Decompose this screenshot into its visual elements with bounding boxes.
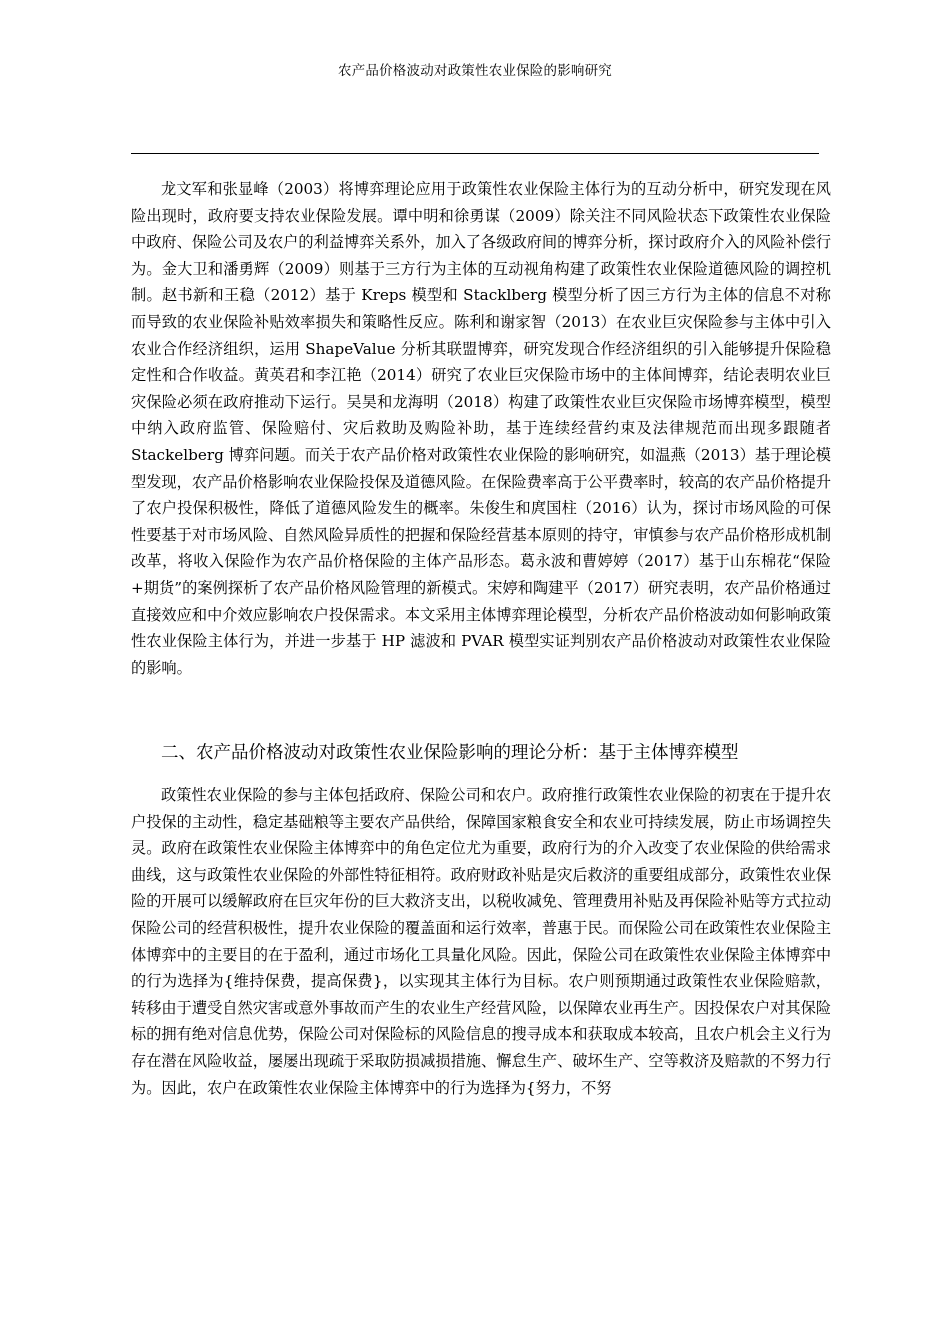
section-heading: 二、农产品价格波动对政策性农业保险影响的理论分析：基于主体博弈模型 bbox=[161, 743, 739, 763]
body-paragraph-2: 政策性农业保险的参与主体包括政府、保险公司和农户。政府推行政策性农业保险的初衷在于提升农户投保的主动性，稳定基础粮等主要农产品供给，保障国家粮食安全和农业可持续发展，防止市场调控失灵。政府在政策性农业保险主体博弈中的角色定位尤为重要，政府行为的介入改变了农业保险的供给需求曲线，这与政策性农业保险的外部性特征相符。政府财政补贴是灾后救济的重要组成部分，政策性农业保险的开展可以缓解政府在巨灾年份的巨大救济支出，以税收减免、管理费用补贴及再保险补贴等方式拉动保险公司的经营积极性，提升农业保险的覆盖面和运行效率，普惠于民。而保险公司在政策性农业保险主体博弈中的主要目的在于盈利，通过市场化工具量化风险。因此，保险公司在政策性农业保险主体博弈中的行为选择为{维持保费，提高保费}，以实现其主体行为目标。农户则预期通过政策性农业保险赔款，转移由于遭受自然灾害或意外事故而产生的农业生产经营风险，以保障农业再生产。因投保农户对其保险标的拥有绝对信息优势，保险公司对保险标的风险信息的搜寻成本和获取成本较高，且农户机会主义行为存在潜在风险收益，屡屡出现疏于采取防损减损措施、懈怠生产、破坏生产、空等救济及赔款的不努力行为。因此，农户在政策性农业保险主体博弈中的行为选择为{努力，不努 bbox=[131, 786, 831, 1097]
running-header: 农产品价格波动对政策性农业保险的影响研究 bbox=[338, 63, 612, 79]
body-paragraph-1: 龙文军和张显峰（2003）将博弈理论应用于政策性农业保险主体行为的互动分析中，研究发现在风险出现时，政府要支持农业保险发展。谭中明和徐勇谋（2009）除关注不同风险状态下政策性农业保险中政府、保险公司及农户的利益博弈关系外，加入了各级政府间的博弈分析，探讨政府介入的风险补偿行为。金大卫和潘勇辉（2009）则基于三方行为主体的互动视角构建了政策性农业保险道德风险的调控机制。赵书新和王稳（2012）基于 Kreps 模型和 Stacklberg 模型分析了因三方行为主体的信息不对称而导致的农业保险补贴效率损失和策略性反应。陈利和谢家智（2013）在农业巨灾保险参与主体中引入农业合作经济组织，运用 ShapeValue 分析其联盟博弈，研究发现合作经济组织的引入能够提升保险稳定性和合作收益。黄英君和李江艳（2014）研究了农业巨灾保险市场中的主体间博弈，结论表明农业巨灾保险必须在政府推动下运行。吴昊和龙海明（2018）构建了政策性农业巨灾保险市场博弈模型，模型中纳入政府监管、保险赔付、灾后救助及购险补助，基于连续经营约束及法律规范而出现多跟随者 Stackelberg 博弈问题。而关于农产品价格对政策性农业保险的影响研究，如温燕（2013）基于理论模型发现，农产品价格影响农业保险投保及道德风险。在保险费率高于公平费率时，较高的农产品价格提升了农户投保积极性，降低了道德风险发生的概率。朱俊生和庹国柱（2016）认为，探讨市场风险的可保性要基于对市场风险、自然风险异质性的把握和保险经营基本原则的持守，审慎参与农产品价格形成机制改革，将收入保险作为农产品价格保险的主体产品形态。葛永波和曹婷婷（2017）基于山东棉花“保险+期货”的案例探析了农产品价格风险管理的新模式。宋婷和陶建平（2017）研究表明，农产品价格通过直接效应和中介效应影响农户投保需求。本文采用主体博弈理论模型，分析农产品价格波动如何影响政策性农业保险主体行为，并进一步基于 HP 滤波和 PVAR 模型实证判别农产品价格波动对政策性农业保险的影响。 bbox=[131, 180, 831, 677]
header-divider bbox=[131, 153, 819, 154]
